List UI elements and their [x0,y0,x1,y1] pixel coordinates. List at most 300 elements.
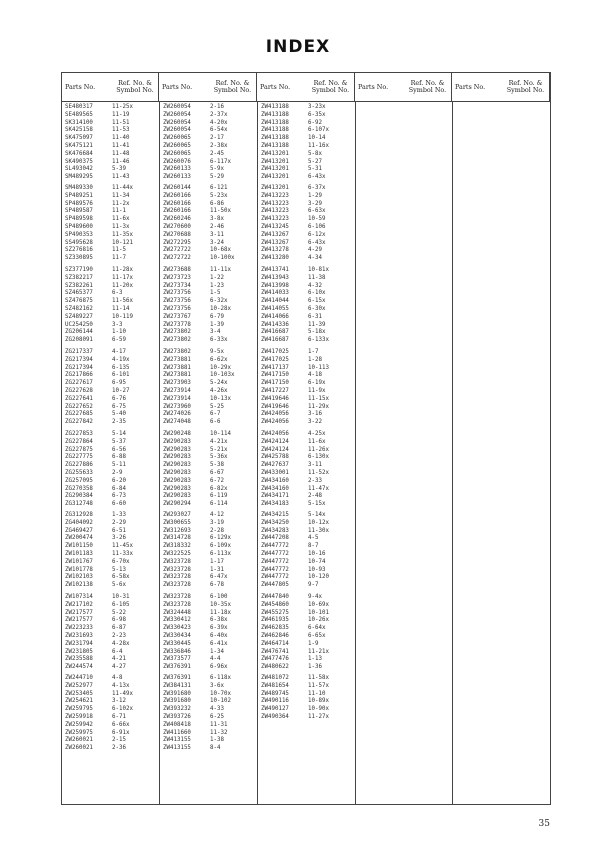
parts-no-cell: ZW273767 [163,313,191,320]
parts-no-cell: ZW417150 [261,372,289,379]
parts-no-cell: ZW260166 [163,192,191,199]
parts-no-cell: SM489295 [65,174,93,181]
parts-no-cell: ZW260065 [163,142,191,149]
parts-no-cell: ZW260054 [163,104,191,110]
parts-no-cell: SS495628 [65,239,93,246]
ref-no-cell: 6-47x [210,574,228,581]
ref-no-cell: 6-119 [210,493,228,500]
parts-no-cell: ZW408418 [163,721,191,728]
parts-no-cell: ZW417150 [261,380,289,387]
table-row [62,501,550,509]
parts-no-cell: ZW260021 [65,737,93,744]
ref-no-cell: 6-105 [112,601,130,608]
ref-no-cell: 6-98 [112,617,126,624]
table-row [62,493,550,501]
parts-no-cell: ZW260065 [163,135,191,142]
parts-no-cell: ZW481654 [261,682,289,689]
table-row [62,617,550,625]
table-row [62,664,550,672]
ref-no-cell: 11-58x [308,675,329,681]
parts-no-cell: ZW274048 [163,419,191,426]
ref-no-cell: 10-59 [308,216,326,223]
ref-no-cell: 11-49x [112,690,133,697]
header-ref-symbol-no: Ref. No. & Symbol No. [112,73,159,101]
ref-no-cell: 6-106 [308,223,326,230]
ref-no-cell: 9-7 [308,582,319,589]
ref-no-cell: 1-13 [308,656,322,663]
ref-no-cell: 1-9 [308,640,319,647]
parts-no-cell: SZ482162 [65,305,93,312]
table-row [62,388,550,396]
table-header [62,73,550,102]
ref-no-cell: 6-35x [308,111,326,118]
ref-no-cell: 6-118x [210,675,231,681]
ref-no-cell: 10-120 [308,574,329,581]
parts-no-cell: ZW273881 [163,356,191,363]
parts-no-cell: ZW273802 [163,337,191,344]
ref-no-cell: 5-37 [112,438,126,445]
ref-no-cell: 6-60 [112,501,126,508]
ref-no-cell: 3-16 [308,411,322,418]
parts-no-cell: ZG270358 [65,485,93,492]
table-row [62,582,550,590]
parts-no-cell: ZW413188 [261,119,289,126]
ref-no-cell: 11-27x [308,713,329,720]
parts-no-cell: ZW323728 [163,566,191,573]
parts-no-cell: SL493042 [65,166,93,173]
parts-no-cell: ZW290294 [163,501,191,508]
parts-no-cell: ZW270688 [163,231,191,238]
ref-no-cell: 4-18 [308,372,322,379]
parts-no-cell: ZW447772 [261,543,289,550]
parts-no-cell: ZW272722 [163,247,191,254]
page-title: INDEX [265,37,331,57]
ref-no-cell: 4-13x [112,682,130,689]
header-parts-no: Parts No. [65,82,96,91]
table-row [62,691,550,699]
ref-no-cell: 5-23x [210,192,228,199]
parts-no-cell: ZW260246 [163,216,191,223]
parts-no-cell: ZG227628 [65,387,93,394]
ref-no-cell: 6-82x [210,485,228,492]
parts-no-cell: ZW447772 [261,574,289,581]
ref-no-cell: 11-40 [112,135,130,142]
ref-no-cell: 6-19x [308,380,326,387]
table-row [62,216,550,224]
ref-no-cell: 4-17 [112,349,126,355]
parts-no-cell: ZW290283 [163,477,191,484]
table-row [62,185,550,193]
header-parts-no: Parts No. [358,82,389,91]
parts-no-cell: ZW273756 [163,298,191,305]
parts-no-cell: ZG217866 [65,372,93,379]
table-row [62,322,550,330]
ref-no-cell: 3-4 [210,329,221,336]
ref-no-cell: 6-20 [112,477,126,484]
table-row [62,625,550,633]
parts-no-cell: ZW273688 [163,267,191,273]
ref-no-cell: 11-51 [112,119,130,126]
table-row [62,151,550,159]
ref-no-cell: 4-20x [210,119,228,126]
ref-no-cell: 5-14 [112,431,126,437]
ref-no-cell: 10-74 [308,558,326,565]
ref-no-cell: 1-5 [210,290,221,297]
table-row [62,208,550,216]
ref-no-cell: 6-117x [210,158,231,165]
ref-no-cell: 10-103x [210,372,235,379]
ref-no-cell: 2-28 [210,527,224,534]
index-group [62,594,550,672]
column-divider [257,101,258,804]
ref-no-cell: 11-16x [308,142,329,149]
parts-no-cell: ZW323728 [163,601,191,608]
parts-no-cell: SZ377190 [65,267,93,273]
parts-no-cell: SZ382261 [65,282,93,289]
parts-no-cell: ZW200474 [65,535,93,542]
ref-no-cell: 2-17 [210,135,224,142]
header-parts-no: Parts No. [162,82,193,91]
parts-no-cell: ZW300655 [163,519,191,526]
parts-no-cell: ZW413201 [261,150,289,157]
ref-no-cell: 5-40 [112,411,126,418]
ref-no-cell: 6-101 [112,372,130,379]
ref-no-cell: 6-78 [210,582,224,589]
ref-no-cell: 11-32 [210,729,228,736]
ref-no-cell: 6-4 [112,648,123,655]
ref-no-cell: 3-3 [112,321,123,328]
table-row [62,419,550,427]
ref-no-cell: 11-44x [112,185,133,191]
parts-no-cell: ZW447840 [261,594,289,600]
ref-no-cell: 4-32 [308,282,322,289]
ref-no-cell: 1-34 [210,648,224,655]
ref-no-cell: 9-4x [308,594,322,600]
ref-no-cell: 6-39x [210,625,228,632]
ref-no-cell: 2-45 [210,150,224,157]
ref-no-cell: 1-28 [308,356,322,363]
ref-no-cell: 11-41 [112,142,130,149]
parts-no-cell: ZW244574 [65,664,93,671]
ref-no-cell: 5-18x [308,329,326,336]
parts-no-cell: ZW424124 [261,438,289,445]
ref-no-cell: 11-14 [112,305,130,312]
parts-no-cell: ZW336846 [163,648,191,655]
parts-no-cell: ZW414033 [261,290,289,297]
ref-no-cell: 5-14x [308,512,326,518]
ref-no-cell: 6-121 [210,185,228,191]
table-row [62,411,550,419]
parts-no-cell: ZW273802 [163,329,191,336]
parts-no-cell: ZW417227 [261,387,289,394]
table-row [62,298,550,306]
column-divider [452,101,453,804]
ref-no-cell: 6-88 [112,454,126,461]
index-group [62,512,550,590]
parts-no-cell: ZG208091 [65,337,93,344]
ref-no-cell: 1-36 [308,664,322,671]
parts-no-cell: SP489600 [65,223,93,230]
ref-no-cell: 6-38x [210,617,228,624]
ref-no-cell: 3-6x [210,682,224,689]
parts-no-cell: ZW259975 [65,729,93,736]
parts-no-cell: SK425158 [65,127,93,134]
ref-no-cell: 6-56 [112,446,126,453]
ref-no-cell: 11-30x [308,527,329,534]
table-row [62,447,550,455]
parts-no-cell: ZG227842 [65,419,93,426]
parts-no-cell: ZW323728 [163,594,191,600]
table-row [62,594,550,602]
parts-no-cell: ZW413245 [261,223,289,230]
ref-no-cell: 3-8x [210,216,224,223]
table-row [62,357,550,365]
parts-no-cell: ZW376391 [163,675,191,681]
ref-no-cell: 6-73 [112,493,126,500]
ref-no-cell: 11-20x [112,282,133,289]
parts-no-cell: ZW480622 [261,664,289,671]
ref-no-cell: 5-13 [112,566,126,573]
parts-no-cell: ZW490364 [261,713,289,720]
ref-no-cell: 6-58x [112,574,130,581]
parts-no-cell: ZW253405 [65,690,93,697]
ref-no-cell: 8-4 [210,745,221,752]
ref-no-cell: 11-53 [112,127,130,134]
table-row [62,174,550,182]
table-row [62,675,550,683]
parts-no-cell: ZW373577 [163,656,191,663]
parts-no-cell: ZW223233 [65,625,93,632]
parts-no-cell: ZW235588 [65,656,93,663]
ref-no-cell: 1-10 [112,329,126,336]
parts-no-cell: ZW273903 [163,380,191,387]
ref-no-cell: 8-7 [308,543,319,550]
parts-no-cell: ZW393726 [163,713,191,720]
parts-no-cell: ZW462846 [261,632,289,639]
parts-no-cell: ZW447772 [261,558,289,565]
ref-no-cell: 2-15 [112,737,126,744]
table-row [62,649,550,657]
ref-no-cell: 9-5x [210,349,224,355]
ref-no-cell: 3-19 [210,519,224,526]
parts-no-cell: ZW447805 [261,582,289,589]
ref-no-cell: 11-46 [112,158,130,165]
parts-no-cell: ZW273914 [163,387,191,394]
parts-no-cell: ZW273778 [163,321,191,328]
ref-no-cell: 5-27 [308,158,322,165]
ref-no-cell: 2-33 [308,477,322,484]
column-divider [159,101,160,804]
ref-no-cell: 6-65x [308,632,326,639]
table-row [62,470,550,478]
parts-no-cell: ZW260054 [163,127,191,134]
table-row [62,574,550,582]
parts-no-cell: ZW322525 [163,550,191,557]
parts-no-cell: ZW391680 [163,690,191,697]
ref-no-cell: 10-26x [308,617,329,624]
parts-no-cell: SK490375 [65,158,93,165]
ref-no-cell: 4-27 [112,664,126,671]
ref-no-cell: 2-38x [210,142,228,149]
parts-no-cell: ZW259918 [65,713,93,720]
parts-no-cell: ZW260076 [163,158,191,165]
parts-no-cell: ZW413188 [261,111,289,118]
ref-no-cell: 6-129x [210,535,231,542]
ref-no-cell: 10-93 [308,566,326,573]
parts-no-cell: SZ465377 [65,290,93,297]
ref-no-cell: 1-29 [308,192,322,199]
ref-no-cell: 6-41x [210,640,228,647]
ref-no-cell: 6-95 [112,380,126,387]
parts-no-cell: ZW447772 [261,566,289,573]
table-row [62,224,550,232]
ref-no-cell: 6-96x [210,664,228,671]
parts-no-cell: ZW273723 [163,274,191,281]
ref-no-cell: 11-17x [112,274,133,281]
header-parts-no: Parts No. [455,82,486,91]
parts-no-cell: ZW290283 [163,446,191,453]
parts-no-cell: ZW413223 [261,216,289,223]
parts-no-cell: ZW102103 [65,574,93,581]
table-row [62,201,550,209]
ref-no-cell: 6-70x [112,558,130,565]
parts-no-cell: ZW434283 [261,527,289,534]
parts-no-cell: ZW477476 [261,656,289,663]
ref-no-cell: 3-23x [308,104,326,110]
parts-no-cell: ZW416687 [261,329,289,336]
ref-no-cell: 11-1 [112,208,126,215]
parts-no-cell: ZW414055 [261,305,289,312]
ref-no-cell: 5-29 [210,174,224,181]
ref-no-cell: 10-28x [210,305,231,312]
parts-no-cell: SE480317 [65,104,93,110]
parts-no-cell: ZW417137 [261,364,289,371]
parts-no-cell: ZW101778 [65,566,93,573]
parts-no-cell: ZW252977 [65,682,93,689]
ref-no-cell: 4-5 [308,535,319,542]
ref-no-cell: 11-56x [112,298,133,305]
parts-no-cell: ZW413201 [261,158,289,165]
ref-no-cell: 10-90x [308,706,329,713]
ref-no-cell: 11-45x [112,543,133,550]
parts-no-cell: ZW413223 [261,200,289,207]
table-row [62,306,550,314]
ref-no-cell: 11-26x [308,446,329,453]
table-row [62,431,550,439]
parts-no-cell: ZW312693 [163,527,191,534]
parts-no-cell: ZW414336 [261,321,289,328]
table-row [62,656,550,664]
table-row [62,610,550,618]
ref-no-cell: 1-31 [210,566,224,573]
parts-no-cell: ZW413998 [261,282,289,289]
ref-no-cell: 5-21x [210,446,228,453]
ref-no-cell: 11-38 [308,274,326,281]
table-row [62,633,550,641]
ref-no-cell: 6-114 [210,501,228,508]
ref-no-cell: 10-119 [112,313,133,320]
table-row [62,602,550,610]
parts-no-cell: SK475097 [65,135,93,142]
ref-no-cell: 4-33 [210,706,224,713]
parts-no-cell: ZW314728 [163,535,191,542]
ref-no-cell: 5-25 [210,403,224,410]
parts-no-cell: ZW413201 [261,166,289,173]
ref-no-cell: 6-59 [112,337,126,344]
ref-no-cell: 6-71 [112,713,126,720]
parts-no-cell: ZW413188 [261,127,289,134]
ref-no-cell: 6-86 [210,200,224,207]
ref-no-cell: 6-33x [210,337,228,344]
ref-no-cell: 11-33x [112,550,133,557]
ref-no-cell: 6-63x [308,208,326,215]
column-divider [355,101,356,804]
ref-no-cell: 10-101 [308,609,329,616]
index-table [61,72,551,805]
ref-no-cell: 10-16 [308,550,326,557]
ref-no-cell: 10-12x [308,519,329,526]
parts-no-cell: ZW376391 [163,664,191,671]
parts-no-cell: ZW447208 [261,535,289,542]
ref-no-cell: 6-32x [210,298,228,305]
parts-no-cell: ZW330434 [163,632,191,639]
parts-no-cell: ZW490127 [261,706,289,713]
table-row [62,372,550,380]
ref-no-cell: 6-43x [308,174,326,181]
parts-no-cell: ZW424056 [261,419,289,426]
ref-no-cell: 4-19x [112,356,130,363]
ref-no-cell: 11-10 [308,690,326,697]
parts-no-cell: SE489565 [65,111,93,118]
ref-no-cell: 10-27 [112,387,130,394]
ref-no-cell: 11-2x [112,200,130,207]
ref-no-cell: 3-12 [112,698,126,705]
ref-no-cell: 6-43x [308,239,326,246]
ref-no-cell: 6-6 [210,419,221,426]
parts-no-cell: ZW290283 [163,454,191,461]
table-row [62,247,550,255]
parts-no-cell: ZW273881 [163,364,191,371]
ref-no-cell: 11-6x [112,216,130,223]
parts-no-cell: ZW447772 [261,550,289,557]
parts-no-cell: ZG227875 [65,446,93,453]
ref-no-cell: 10-113 [308,364,329,371]
parts-no-cell: ZW391680 [163,698,191,705]
ref-no-cell: 6-62x [210,356,228,363]
parts-no-cell: ZW273960 [163,403,191,410]
parts-no-cell: ZG312928 [65,512,93,518]
parts-no-cell: SP489251 [65,192,93,199]
parts-no-cell: ZW270600 [163,223,191,230]
parts-no-cell: ZG404092 [65,519,93,526]
table-row [62,641,550,649]
index-group [62,675,550,753]
parts-no-cell: ZW413201 [261,174,289,181]
parts-no-cell: ZW217577 [65,617,93,624]
parts-no-cell: ZW231794 [65,640,93,647]
ref-no-cell: 10-68x [210,247,231,254]
ref-no-cell: 11-35x [112,231,133,238]
parts-no-cell: ZW461935 [261,617,289,624]
table-row [62,143,550,151]
ref-no-cell: 3-11 [210,231,224,238]
parts-no-cell: ZW330445 [163,640,191,647]
table-row [62,193,550,201]
ref-no-cell: 6-31 [308,313,322,320]
table-row [62,166,550,174]
table-row [62,314,550,322]
ref-no-cell: 6-67 [210,469,224,476]
